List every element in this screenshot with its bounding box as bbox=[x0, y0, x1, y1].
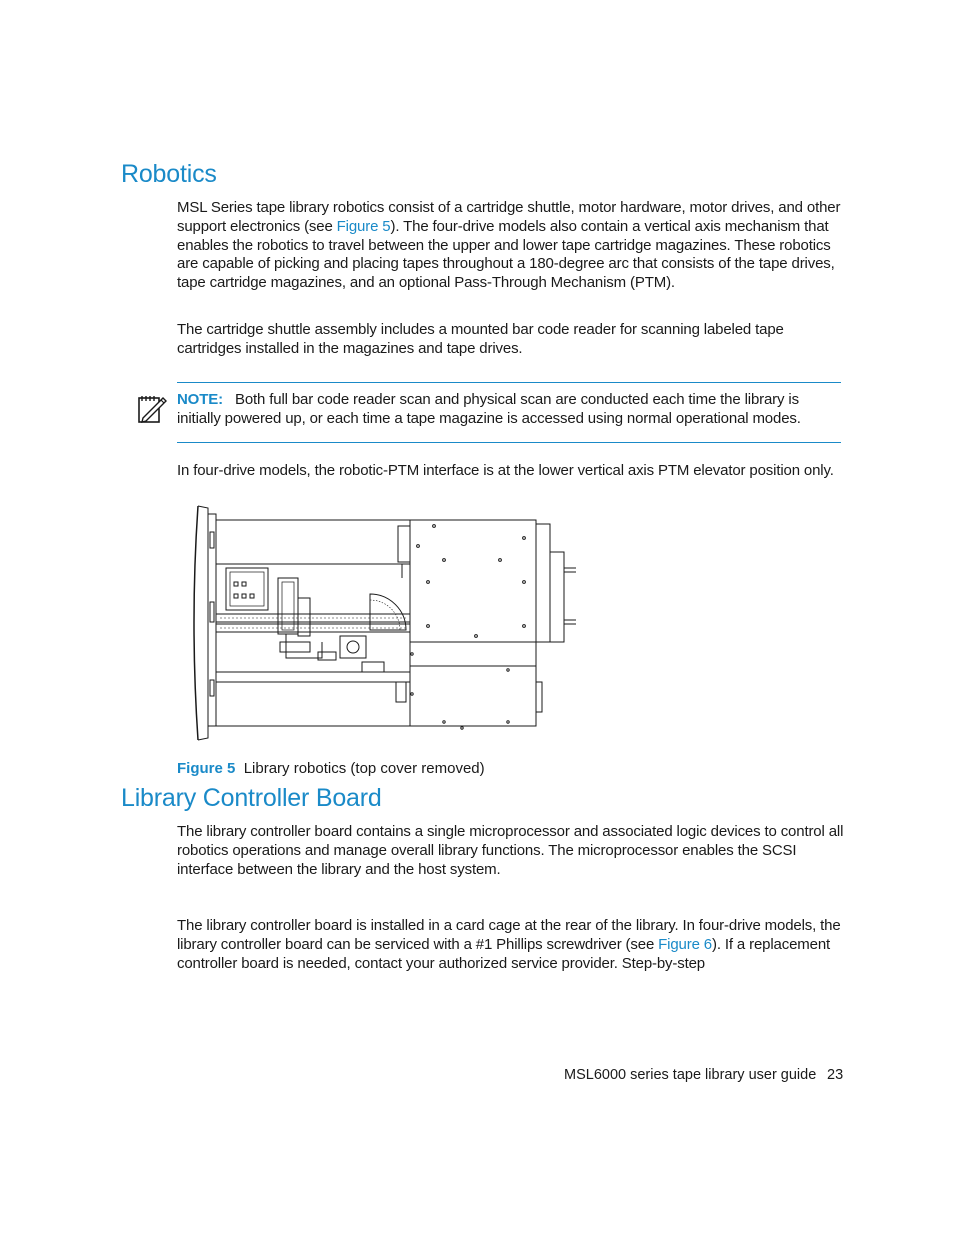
figure-5-link[interactable]: Figure 5 bbox=[336, 217, 391, 235]
controller-paragraph-1: The library controller board contains a single microprocessor and associated logic devices to control all robotics operations and manage overall library functions. The microprocessor enables the SCSI interface between the library and the host system. bbox=[177, 823, 844, 878]
figure-5-caption-text: Library robotics (top cover removed) bbox=[243, 760, 485, 777]
controller-heading: Library Controller Board bbox=[121, 784, 382, 812]
note-pencil-icon bbox=[137, 392, 169, 426]
footer-title: MSL6000 series tape library user guide bbox=[564, 1067, 817, 1083]
note-bottom-rule bbox=[177, 442, 841, 443]
controller-paragraph-2 bbox=[177, 917, 847, 973]
note-body bbox=[177, 391, 841, 429]
controller-p2-text-a: The library controller board is installed in a card cage at the rear of the library. In four-drive models, the library controller board can be serviced with a #1 Phillips screwdriver (see bbox=[177, 917, 841, 953]
note-label: NOTE: bbox=[177, 391, 223, 408]
robotics-p1-text-b: ). The four-drive models also contain a vertical axis mechanism that enables the robotics to travel between the upper and lower tape cartridge magazines. These robotics are capable of picking and placing tapes throughout a 180-degree arc that consists of the tape drives, tape cartridge magazines, and an optional Pass-Through Mechanism (PTM). bbox=[177, 217, 835, 292]
figure-6-link[interactable]: Figure 6 bbox=[658, 935, 712, 953]
robotics-paragraph-1 bbox=[177, 199, 845, 293]
robotics-heading: Robotics bbox=[121, 160, 217, 188]
figure-5-caption bbox=[177, 760, 485, 777]
robotics-p1-text-a: MSL Series tape library robotics consist of a cartridge shuttle, motor hardware, motor drives, and other support electronics (see bbox=[177, 199, 841, 235]
note-top-rule bbox=[177, 382, 841, 383]
robotics-paragraph-3: In four-drive models, the robotic-PTM interface is at the lower vertical axis PTM elevator position only. bbox=[177, 462, 834, 479]
controller-p2-text-b: ). If a replacement controller board is needed, contact your authorized service provider. Step-by-step bbox=[177, 935, 831, 972]
library-robotics-figure bbox=[190, 502, 590, 748]
robotics-paragraph-2: The cartridge shuttle assembly includes a mounted bar code reader for scanning labeled tape cartridges installed in the magazines and tape drives. bbox=[177, 321, 784, 357]
figure-5-label: Figure 5 bbox=[177, 760, 236, 777]
page-number: 23 bbox=[827, 1067, 844, 1083]
note-text: Both full bar code reader scan and physical scan are conducted each time the library is initially powered up, or each time a tape magazine is accessed using normal operational modes. bbox=[177, 391, 801, 427]
